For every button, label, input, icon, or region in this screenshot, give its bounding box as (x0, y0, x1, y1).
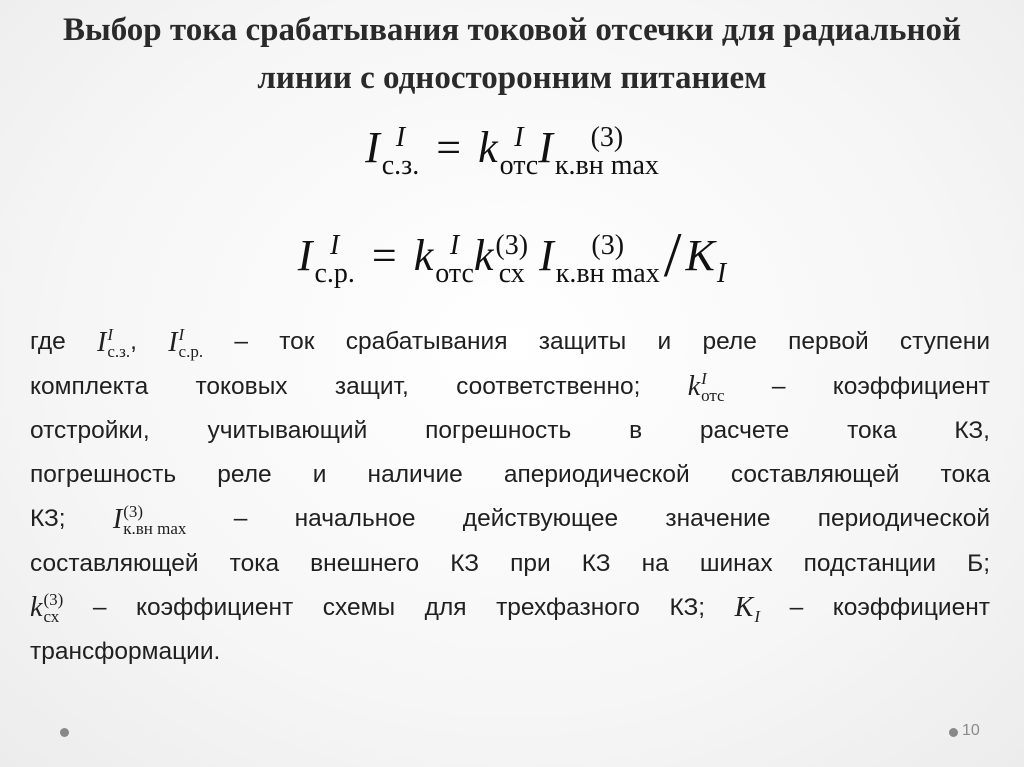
formula2-K-base: K (685, 231, 715, 280)
formula1-k-script (499, 121, 539, 181)
sym3-script (701, 370, 724, 404)
text-p2-b: – коэффициент (771, 372, 990, 400)
symbol-KI (735, 586, 760, 630)
text-line-4: погрешность реле и наличие апериодической составляющей тока (30, 461, 990, 489)
slide-bullet-dot-right (949, 728, 958, 737)
sym5-sup: (3) (43, 590, 64, 610)
formula1-k-base: k (478, 123, 498, 172)
sym3-sup: I (701, 369, 707, 389)
formula2-equals: = (371, 231, 397, 280)
formula1-i-script (554, 121, 659, 181)
sym5-base: k (30, 592, 43, 624)
formula2-k-script (435, 229, 474, 289)
sym1-sub: с.з. (107, 341, 131, 361)
symbol-Ikvn (113, 498, 186, 542)
sym2-sub: с.р. (178, 341, 204, 361)
formula2-lhs-sup: I (329, 229, 340, 261)
formula2-K-sup-empty (717, 232, 726, 260)
symbol-Isr (168, 321, 203, 365)
slide-bullet-dot-left (60, 728, 69, 737)
text-p7-b: – коэффициент (789, 593, 990, 621)
formula2-i-script (555, 229, 660, 289)
page-number: 10 (962, 722, 980, 739)
text-line-2 (30, 365, 990, 410)
formula2-K-sub: I (716, 257, 727, 289)
formula-protection-current (0, 122, 1024, 180)
text-line-1 (30, 320, 990, 365)
formula2-k-base: k (413, 231, 434, 280)
text-p7-a: – коэффициент схемы для трехфазного КЗ; (92, 593, 706, 621)
formula2-kcx-base: k (473, 231, 494, 280)
formula1-i-sup: (3) (590, 121, 624, 153)
symbol-kots (688, 365, 725, 409)
formula2-i-sub: к.вн max (555, 257, 660, 289)
sym4-sup: (3) (123, 501, 144, 521)
formula1-lhs-sub: с.з. (381, 149, 420, 181)
text-p5-a: КЗ; (30, 505, 66, 533)
sym4-sub: к.вн max (123, 518, 187, 538)
sym1-base: I (97, 326, 107, 358)
text-line-6: составляющей тока внешнего КЗ при КЗ на шинах подстанции Б; (30, 549, 990, 577)
sym4-script (123, 503, 186, 537)
formula2-lhs-script (314, 229, 355, 289)
formula2-K-script (717, 232, 726, 288)
sym3-base: k (687, 371, 701, 403)
sym2-base: I (168, 326, 178, 358)
formula1-k-sup: I (514, 121, 524, 153)
text-line-3: отстройки, учитывающий погрешность в расчете тока КЗ, (30, 417, 990, 445)
text-p1-a: где (30, 328, 66, 355)
sym6-sub: I (754, 607, 760, 627)
sym1-script (107, 326, 130, 360)
text-line-5 (30, 497, 990, 542)
sym5-script (43, 591, 63, 625)
formula2-i-sup: (3) (591, 229, 625, 261)
slide-title: Выбор тока срабатывания токовой отсечки для радиальной линии с односторонним питанием (62, 12, 962, 96)
formula2-lhs-base: I (297, 231, 313, 280)
formula2-k-sup: I (449, 229, 460, 261)
symbol-kcx (30, 586, 63, 630)
text-line-7 (30, 586, 990, 631)
formula-relay-current (0, 212, 1024, 288)
definitions-text (30, 320, 990, 674)
formula2-lhs-sub: с.р. (314, 257, 355, 289)
sym3-sub: отс (701, 386, 725, 406)
formula1-lhs-base: I (365, 123, 380, 172)
sym1-sup: I (107, 324, 114, 344)
formula2-slash: / (663, 219, 682, 290)
text-p5-b: – начальное действующее значение периодической (233, 505, 991, 533)
formula1-equals: = (436, 123, 462, 172)
formula2-i-base: I (539, 231, 554, 280)
formula1-i-sub: к.вн max (554, 149, 659, 181)
text-p2-a: комплекта токовых защит, соответственно; (30, 372, 641, 400)
sym6-script (754, 591, 760, 625)
formula2-kcx-script (495, 229, 529, 289)
text-line-8: трансформации. (30, 638, 221, 666)
formula2-kcx-sup: (3) (495, 229, 529, 261)
formula1-lhs-script (381, 121, 420, 181)
formula2-k-sub: отс (435, 257, 474, 289)
text-comma: , (130, 328, 137, 355)
sym6-sup-empty (754, 591, 760, 608)
formula1-i-base: I (538, 123, 553, 172)
sym2-sup: I (178, 324, 185, 344)
symbol-Isz (97, 321, 130, 365)
sym5-sub: сх (43, 607, 60, 627)
sym6-base: K (734, 592, 754, 624)
sym4-base: I (112, 503, 123, 535)
text-p1-b: – ток срабатывания защиты и реле первой ступени (234, 328, 991, 355)
sym2-script (179, 326, 204, 360)
formula1-lhs-sup: I (395, 121, 406, 153)
formula2-kcx-sub: сх (498, 257, 525, 289)
formula1-k-sub: отс (499, 149, 539, 181)
